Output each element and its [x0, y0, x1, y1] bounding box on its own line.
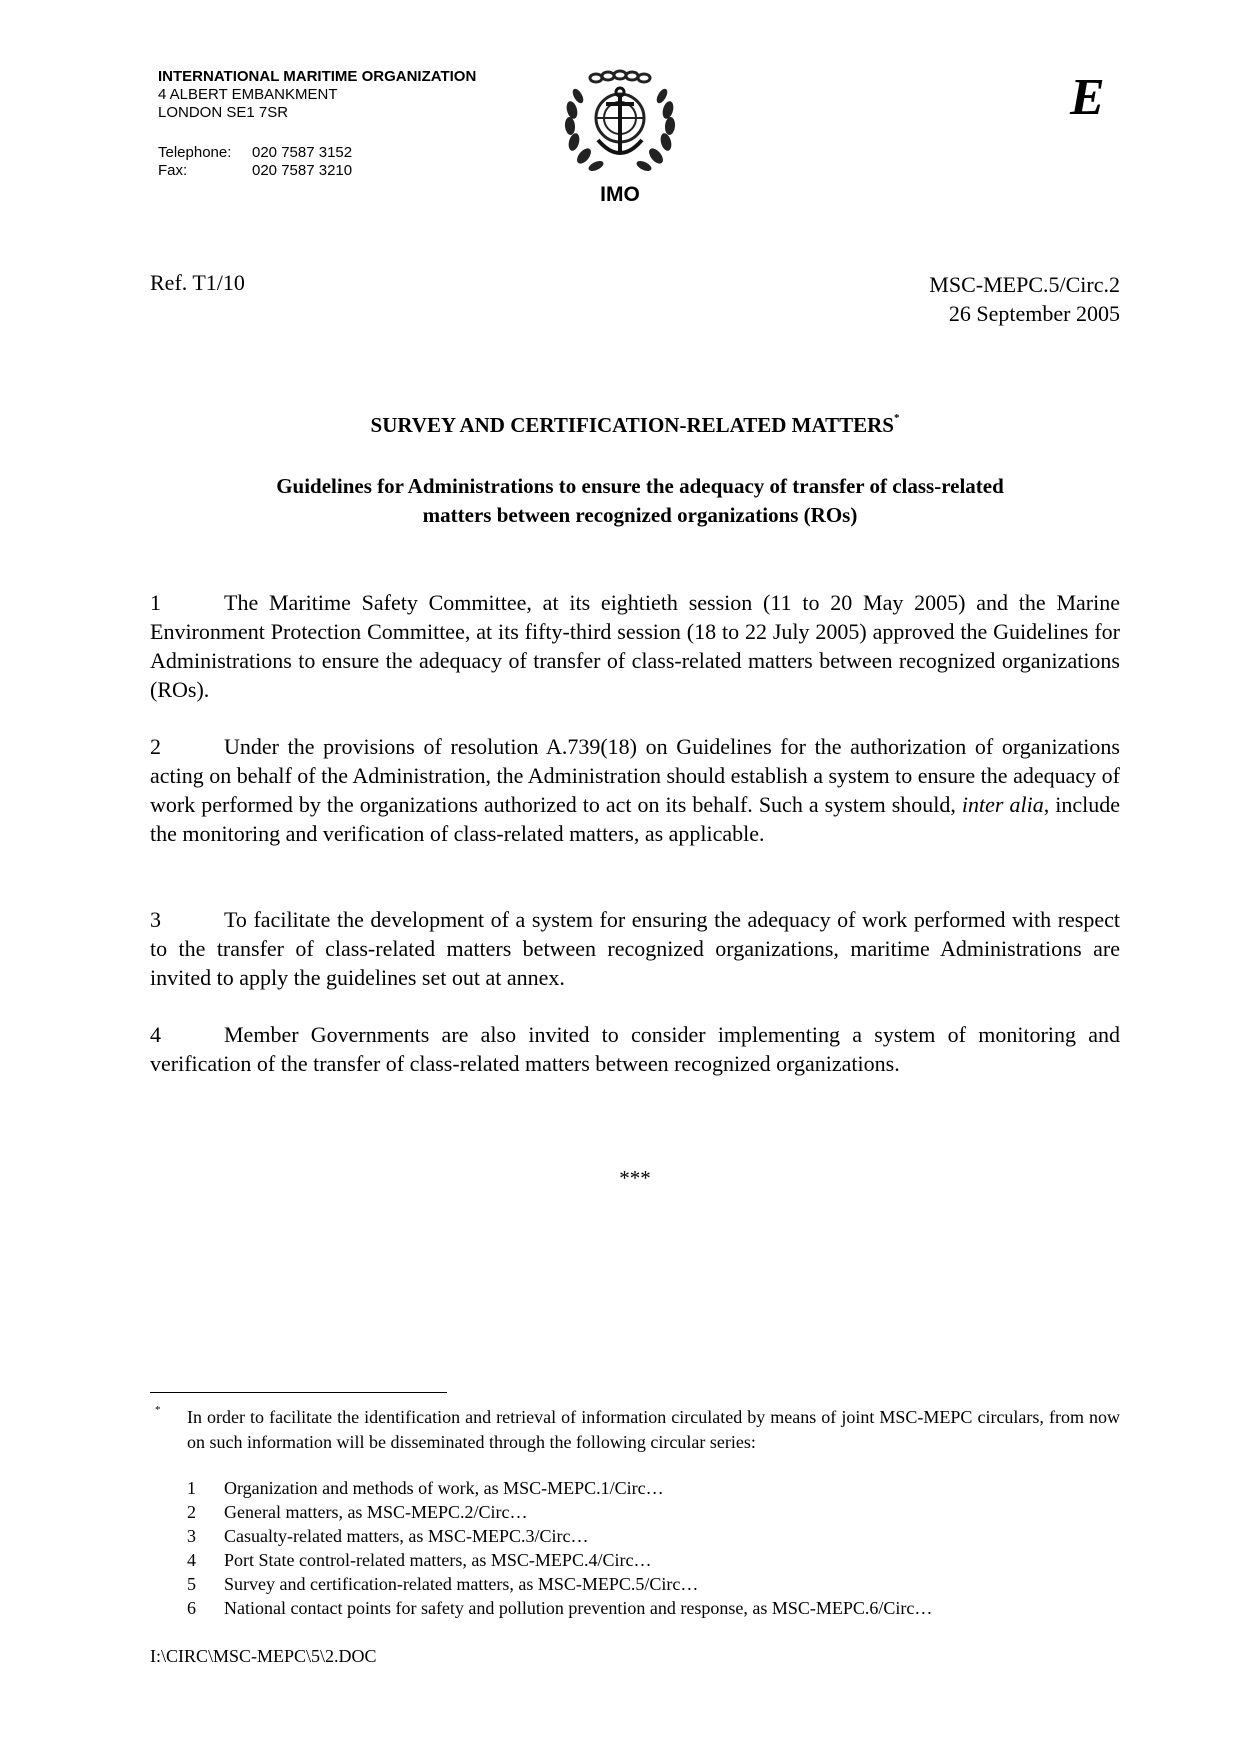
- list-item-text: Port State control-related matters, as MSC-MEPC.4/Circ…: [224, 1550, 652, 1570]
- list-item-text: Casualty-related matters, as MSC-MEPC.3/Circ…: [224, 1526, 589, 1546]
- imo-emblem-logo: [558, 66, 682, 176]
- document-title: [150, 413, 1120, 438]
- list-item-number: 4: [187, 1550, 196, 1570]
- address-line-1: 4 ALBERT EMBANKMENT: [158, 86, 338, 103]
- footnote-list-item: [187, 1524, 932, 1548]
- footnote-list-item: [187, 1548, 932, 1572]
- organization-name: INTERNATIONAL MARITIME ORGANIZATION: [158, 68, 477, 85]
- title-footnote-mark: *: [893, 412, 900, 424]
- document-reference: [929, 270, 1120, 328]
- paragraph-text: To facilitate the development of a system for ensuring the adequacy of work performed with respect to the transfer of class-related matters between recognized organizations, maritime Administrations are invited to apply the guidelines set out at annex.: [150, 907, 1120, 990]
- list-item-number: 1: [187, 1478, 196, 1498]
- file-path: I:\CIRC\MSC-MEPC\5\2.DOC: [150, 1646, 377, 1666]
- footnote-list-item: [187, 1596, 932, 1620]
- paragraph-number: 3: [150, 907, 161, 932]
- fax-value: 020 7587 3210: [252, 162, 353, 179]
- footnote-list-item: [187, 1476, 932, 1500]
- list-item-text: Survey and certification-related matters, as MSC-MEPC.5/Circ…: [224, 1574, 699, 1594]
- paragraph-text: Under the provisions of resolution A.739(18) on Guidelines for the authorization of organizations acting on behalf of the Administration, the Administration should establish a system to ensure the adequacy of work performed by the organizations authorized to act on its behalf. Such a system should,: [150, 734, 1120, 817]
- list-item-text: General matters, as MSC-MEPC.2/Circ…: [224, 1502, 528, 1522]
- paragraph-4: [150, 1020, 1120, 1078]
- paragraph-text: The Maritime Safety Committee, at its eightieth session (11 to 20 May 2005) and the Marine Environment Protection Committee, at its fifty-third session (18 to 22 July 2005) approved the Guidelines for Administrations to ensure the adequacy of transfer of class-related matters between recognized organizations (ROs).: [150, 590, 1120, 702]
- title-text: SURVEY AND CERTIFICATION-RELATED MATTERS: [370, 413, 894, 437]
- telephone-label: Telephone:: [158, 144, 232, 161]
- paragraph-1: [150, 588, 1120, 704]
- telephone-value: 020 7587 3152: [252, 144, 353, 161]
- document-number: MSC-MEPC.5/Circ.2: [929, 272, 1120, 297]
- document-date: 26 September 2005: [948, 301, 1120, 326]
- paragraph-number: 4: [150, 1022, 161, 1047]
- footnote-mark: *: [155, 1404, 161, 1416]
- fax-line: [158, 162, 352, 180]
- language-code: E: [1070, 69, 1105, 126]
- paragraph-text-continued: , include the monitoring and verification of class-related matters, as applicable.: [150, 792, 1120, 846]
- paragraph-2: [150, 732, 1120, 848]
- footnote-divider: [150, 1392, 447, 1393]
- list-item-number: 6: [187, 1598, 196, 1618]
- section-separator: ***: [619, 1166, 651, 1190]
- list-item-number: 5: [187, 1574, 196, 1594]
- paragraph-text: Member Governments are also invited to consider implementing a system of monitoring and verification of the transfer of class-related matters between recognized organizations.: [150, 1022, 1120, 1076]
- fax-label: Fax:: [158, 162, 188, 179]
- address-line-2: LONDON SE1 7SR: [158, 104, 289, 121]
- list-item-number: 3: [187, 1526, 196, 1546]
- list-item-text: Organization and methods of work, as MSC-MEPC.1/Circ…: [224, 1478, 664, 1498]
- subtitle-line-1: Guidelines for Administrations to ensure the adequacy of transfer of class-related: [276, 474, 1004, 498]
- footnote-list: [187, 1476, 932, 1620]
- subtitle-line-2: matters between recognized organizations (ROs): [422, 503, 858, 527]
- reference-code: Ref. T1/10: [150, 270, 245, 295]
- list-item-text: National contact points for safety and pollution prevention and response, as MSC-MEPC.6/Circ…: [224, 1598, 933, 1618]
- list-item-number: 2: [187, 1502, 196, 1522]
- imo-logo-label: IMO: [600, 183, 640, 206]
- paragraph-italic-text: inter alia: [961, 792, 1044, 817]
- paragraph-number: 2: [150, 734, 161, 759]
- footnote-text: In order to facilitate the identification and retrieval of information circulated by means of joint MSC-MEPC circulars, from now on such information will be disseminated through the following circular series:: [187, 1407, 1120, 1452]
- footnote-list-item: [187, 1500, 932, 1524]
- telephone-line: [158, 144, 352, 162]
- paragraph-number: 1: [150, 590, 161, 615]
- paragraph-3: [150, 905, 1120, 992]
- document-subtitle: [210, 472, 1070, 530]
- footnote-list-item: [187, 1572, 932, 1596]
